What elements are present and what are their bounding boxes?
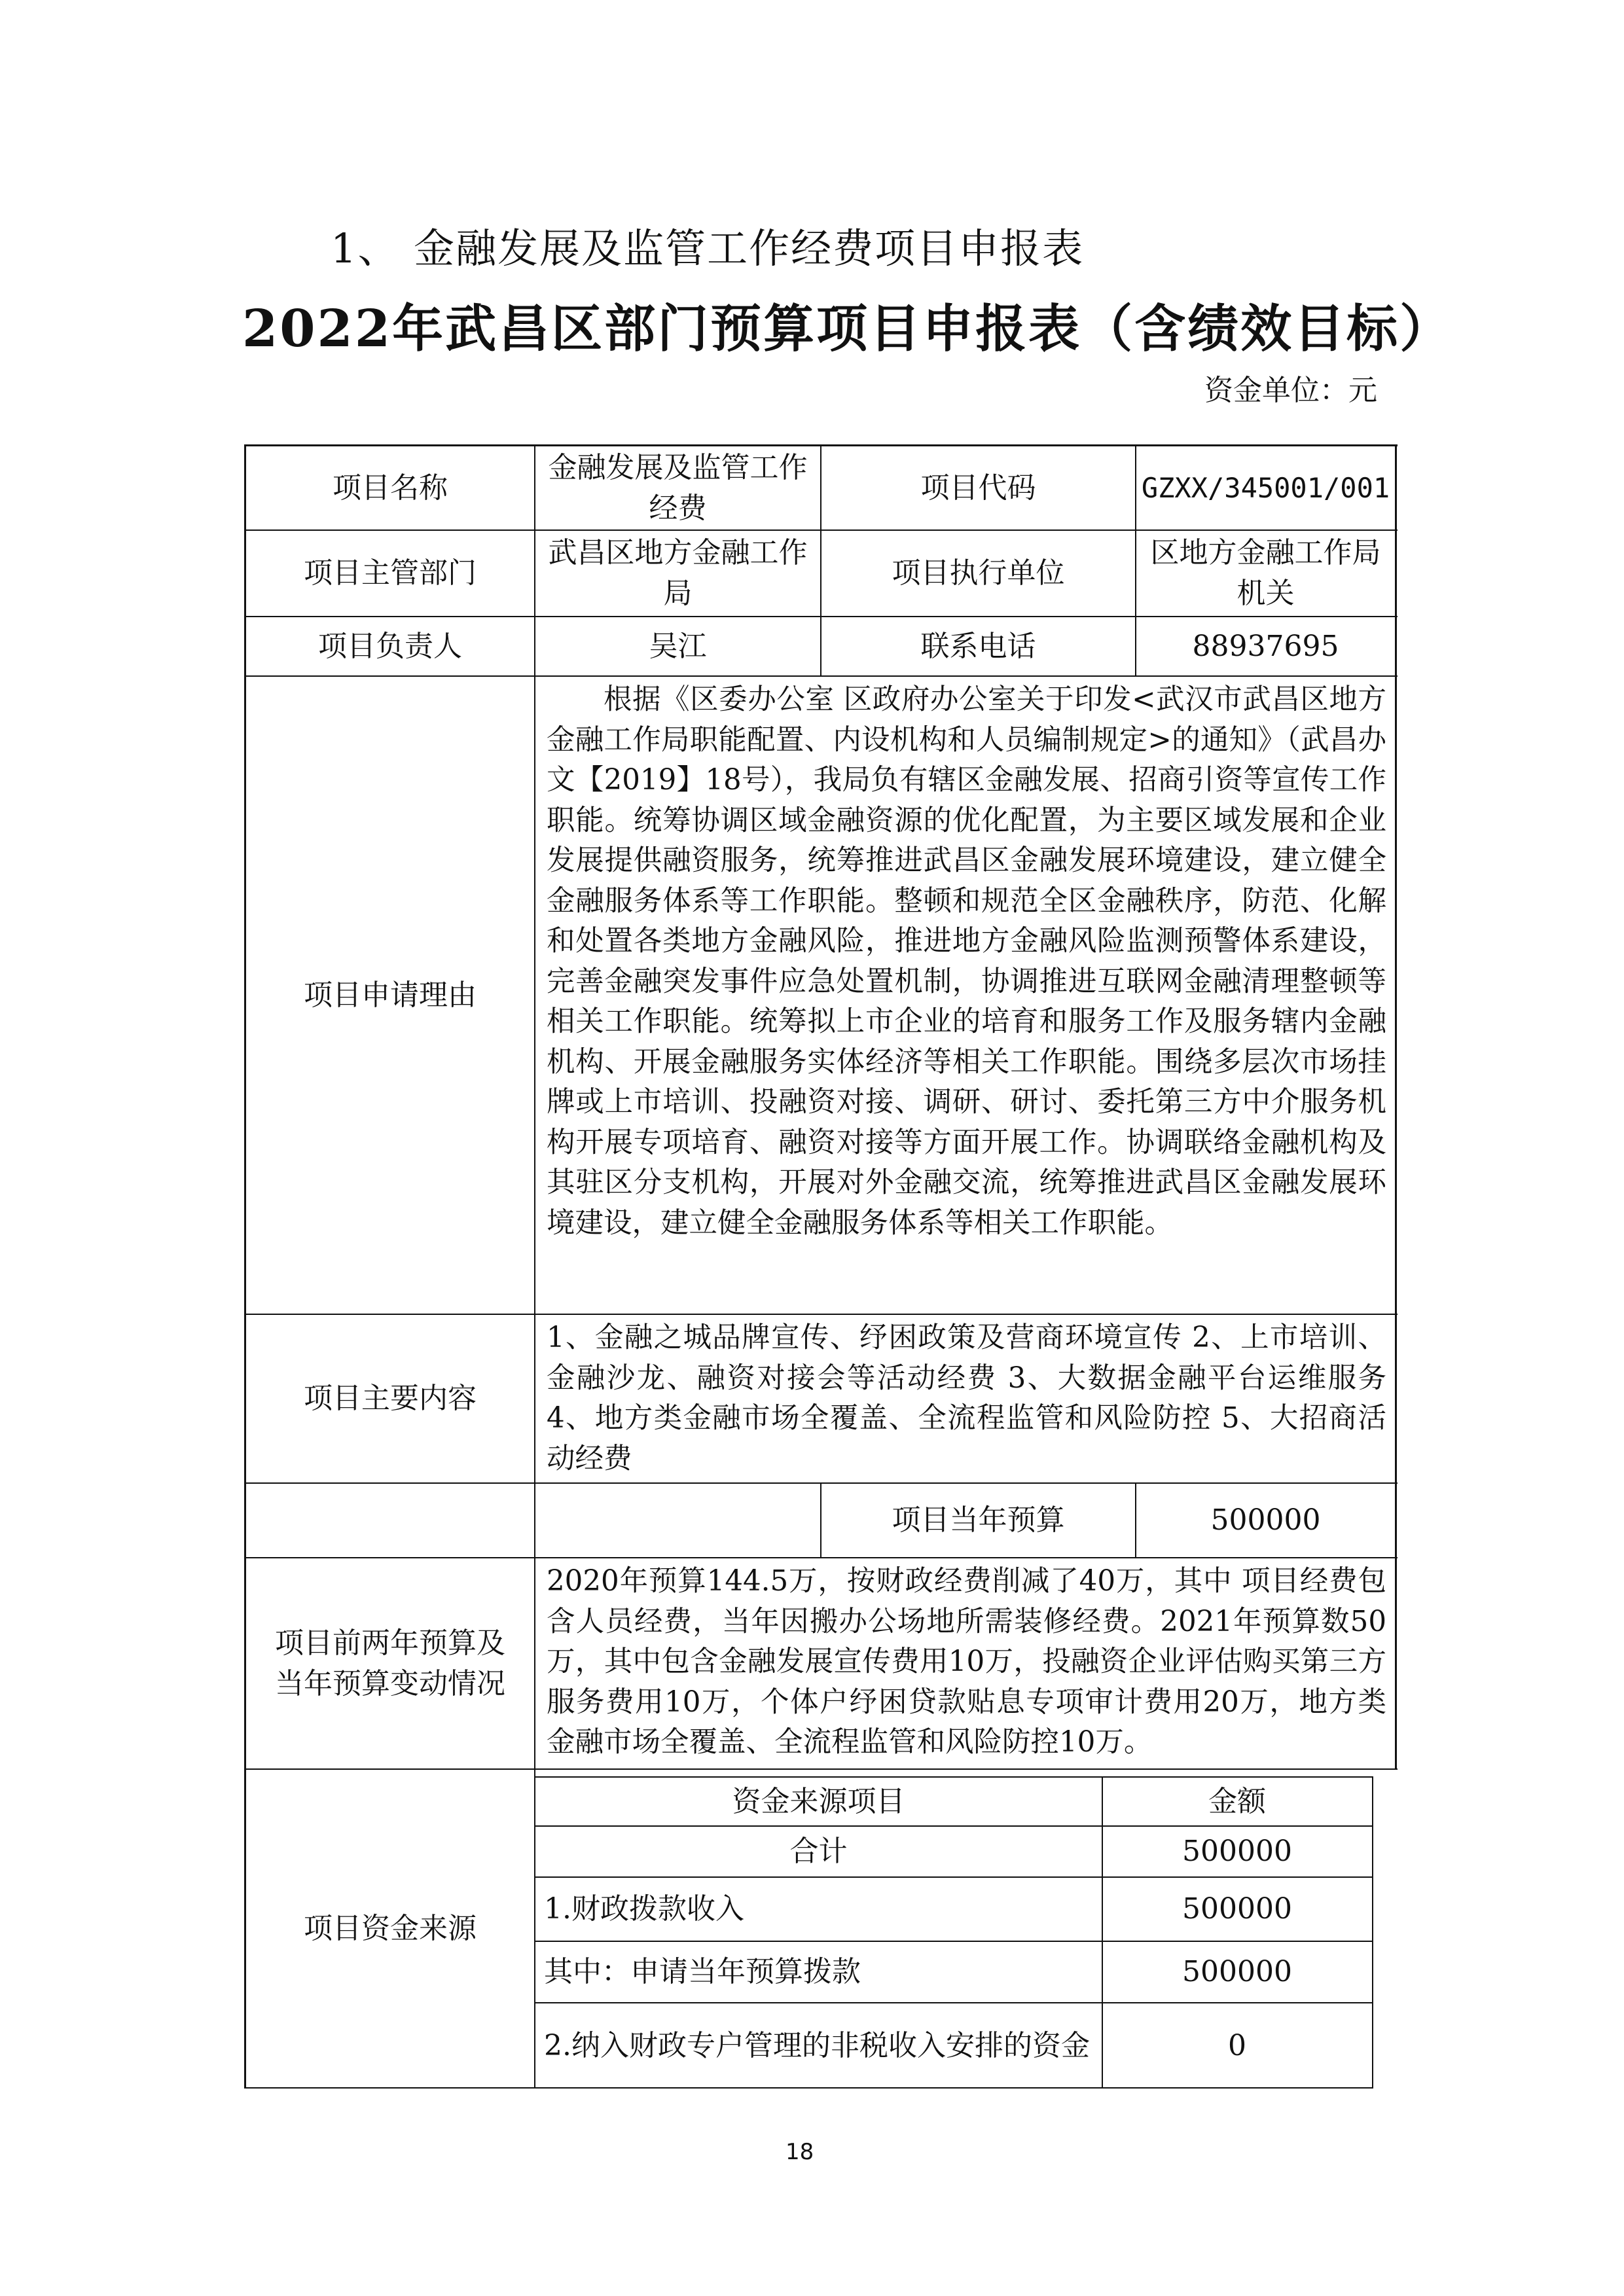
table-rule <box>820 1482 821 1558</box>
subtable-rule <box>534 2087 1373 2089</box>
subtable-rule <box>534 1941 1373 1942</box>
reason-label: 项目申请理由 <box>304 978 477 1012</box>
page-title: 2022年武昌区部门预算项目申报表（含绩效目标） <box>242 299 1453 359</box>
phone-label: 联系电话 <box>920 629 1036 663</box>
funding-row-amount: 500000 <box>1182 1835 1292 1868</box>
content-text: 1、金融之城品牌宣传、纾困政策及营商环境宣传 2、上市培训、金融沙龙、融资对接会等活动经费 3、大数据金融平台运维服务 4、地方类金融市场全覆盖、全流程监管和风险防控 5、大招商活动经费 <box>547 1321 1386 1475</box>
subtable-rule <box>534 1876 1373 1878</box>
subtable-rule <box>1102 1776 1103 2089</box>
funding-row-amount: 500000 <box>1182 1955 1292 1988</box>
project-code-label: 项目代码 <box>920 471 1036 505</box>
table-rule <box>244 1768 1398 1770</box>
table-border <box>244 444 246 2089</box>
subtable-rule <box>534 1825 1373 1827</box>
funding-col-amount: 金额 <box>1208 1784 1266 1818</box>
funding-row-source: 其中：申请当年预算拨款 <box>544 1955 861 1988</box>
funding-row-amount: 0 <box>1228 2028 1246 2062</box>
subtable-rule <box>1372 1776 1373 2089</box>
project-name-label: 项目名称 <box>333 471 448 505</box>
budget-label: 项目当年预算 <box>892 1503 1065 1537</box>
subtable-rule <box>534 2002 1373 2003</box>
table-rule <box>1135 1482 1136 1558</box>
dept-label: 项目主管部门 <box>304 556 477 590</box>
project-code-value: GZXX/345001/001 <box>1141 471 1390 504</box>
reason-text: 根据《区委办公室 区政府办公室关于印发<武汉市武昌区地方金融工作局职能配置、内设机构和人员编制规定>的通知》（武昌办文【2019】18号），我局负有辖区金融发展、招商引资等宣传工作职能。统筹协调区域金融资源的优化配置，为主要区域发展和企业发展提供融资服务，统筹推进武昌区金融发展环境建设，建立健全金融服务体系等工作职能。整顿和规范全区金融秩序，防范、化解和处置各类地方金融风险，推进地方金融风险监测预警体系建设，完善金融突发事件应急处置机制，协调推进互联网金融清理整顿等相关工作职能。统筹拟上市企业的培育和服务工作及服务辖内金融机构、开展金融服务实体经济等相关工作职能。围绕多层次市场挂牌或上市培训、投融资对接、调研、研讨、委托第三方中介服务机构开展专项培育、融资对接等方面开展工作。协调联络金融机构及其驻区分支机构，开展对外金融交流，统筹推进武昌区金融发展环境建设，建立健全金融服务体系等相关工作职能。 <box>547 683 1386 1240</box>
table-rule <box>244 1314 1398 1315</box>
page-number: 18 <box>785 2139 814 2165</box>
owner-label: 项目负责人 <box>318 629 462 663</box>
project-name-value: 金融发展及监管工作经费 <box>548 450 808 525</box>
dept-value: 武昌区地方金融工作局 <box>548 536 808 610</box>
subtable-rule <box>534 1769 535 2089</box>
section-heading: 1、 金融发展及监管工作经费项目申报表 <box>331 224 1085 272</box>
table-rule <box>244 2087 536 2089</box>
content-label: 项目主要内容 <box>304 1382 477 1415</box>
history-label: 项目前两年预算及当年预算变动情况 <box>275 1626 505 1700</box>
owner-value: 吴江 <box>649 629 707 663</box>
table-border <box>1395 444 1397 1770</box>
funding-row-source: 合计 <box>789 1835 848 1868</box>
funding-row-source: 1.财政拨款收入 <box>544 1892 744 1926</box>
exec-unit-value: 区地方金融工作局机关 <box>1150 536 1381 610</box>
funding-row-source: 2.纳入财政专户管理的非税收入安排的资金 <box>544 2028 1090 2062</box>
table-rule <box>534 444 535 1769</box>
history-text: 2020年预算144.5万，按财政经费削减了40万，其中 项目经费包含人员经费，当年因搬办公场地所需装修经费。2021年预算数50万，其中包含金融发展宣传费用10万，投融资企业评估购买第三方服务费用10万，个体户纾困贷款贴息专项审计费用20万，地方类金融市场全覆盖、全流程监管和风险防控10万。 <box>547 1565 1386 1759</box>
table-rule <box>1135 444 1136 677</box>
currency-unit: 资金单位：元 <box>1204 374 1377 407</box>
funding-row-amount: 500000 <box>1182 1892 1292 1926</box>
funding-label: 项目资金来源 <box>304 1912 477 1945</box>
table-rule <box>820 444 821 677</box>
funding-col-source: 资金来源项目 <box>732 1784 905 1818</box>
budget-value: 500000 <box>1210 1503 1321 1537</box>
exec-unit-label: 项目执行单位 <box>892 556 1065 590</box>
phone-value: 88937695 <box>1192 629 1339 663</box>
subtable-rule <box>534 1776 1373 1778</box>
